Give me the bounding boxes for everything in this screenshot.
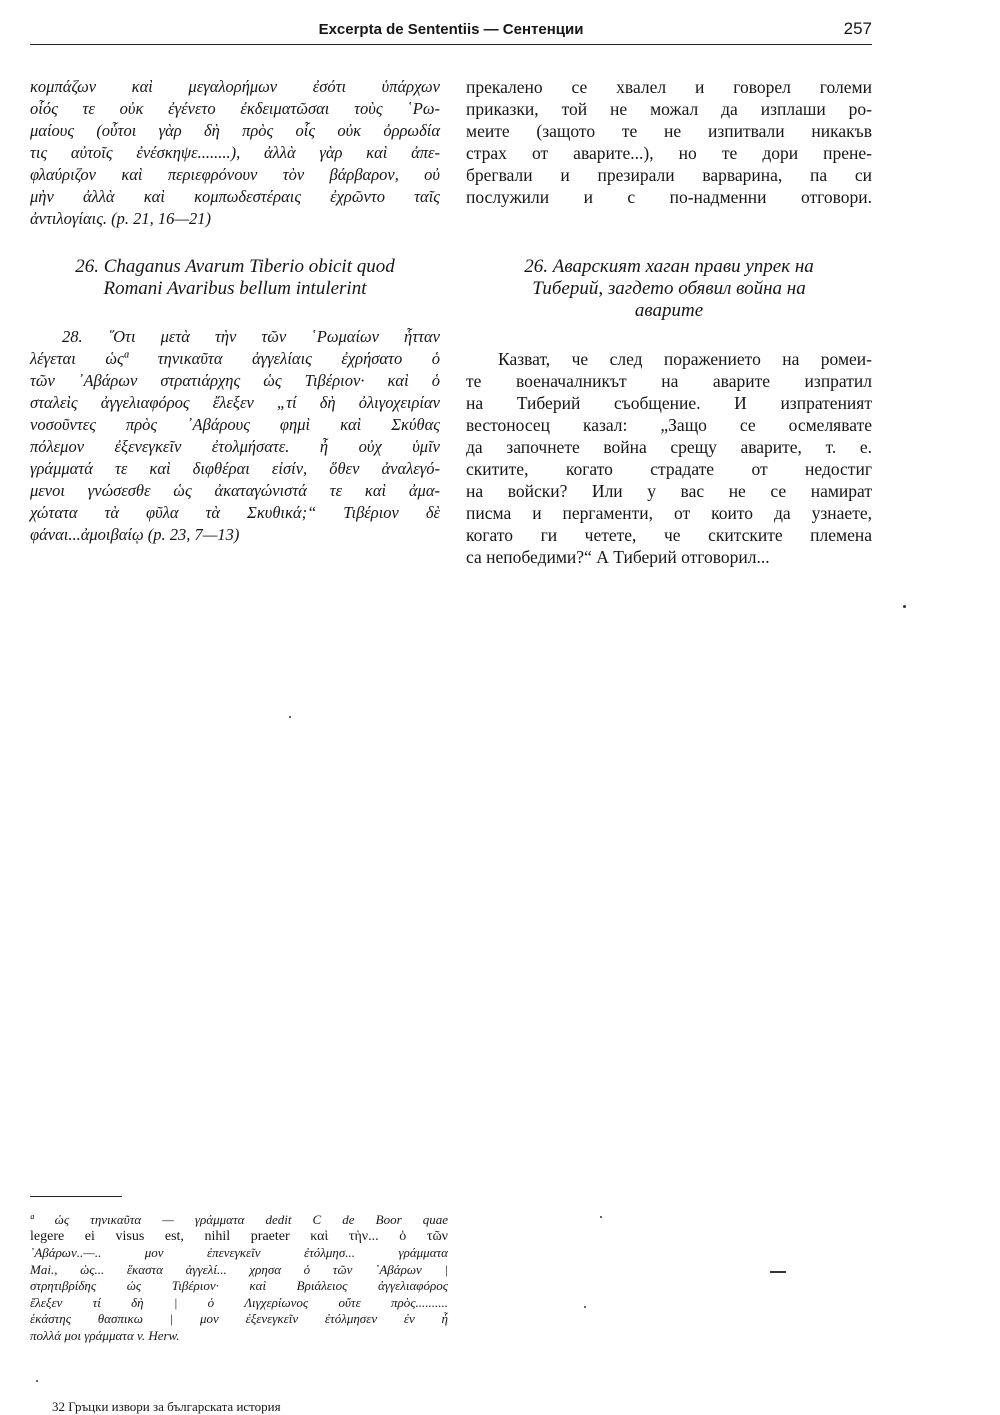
text-line: страх от аварите...), но те дори прене- (466, 143, 872, 163)
text-line: ἀντιλογίαις. (p. 21, 16—21) (30, 209, 212, 228)
greek-top-passage (30, 76, 440, 230)
text-line: φάναι...ἀμοιβαίῳ (p. 23, 7—13) (30, 525, 240, 544)
text-line: скитите, когато страдате от недостиг (466, 459, 872, 479)
scan-speck (600, 1216, 602, 1218)
footnote-rule (30, 1196, 122, 1197)
text-line: прекалено се хвалел и говорел големи (466, 77, 872, 97)
heading-line: 26. Chaganus Avarum Tiberio obicit quod (75, 256, 395, 277)
text-line: вестоносец казал: „Защо се осмелявате (466, 415, 872, 435)
text-line: σταλεὶς ἀγγελιαφόρος ἔλεξεν „τί δὴ ὀλιγοχειρίαν (30, 393, 440, 412)
bottom-signature-line: 32 Гръцки извори за българската история (52, 1399, 281, 1414)
scan-dash (770, 1271, 786, 1273)
text-line: писма и пергаменти, от които да узнаете, (466, 503, 872, 523)
text-line: τῶν ᾿Αβάρων στρατιάρχης ὡς Τιβέριον· καὶ ὁ (30, 371, 440, 390)
text-line: да започнете война срещу аварите, т. е. (466, 437, 872, 457)
text-line: νοσοῦντες πρὸς ᾿Αβάρους φημὶ καὶ Σκύθας (30, 415, 440, 434)
bulgarian-column (466, 76, 872, 568)
text-line: πόλεμον ἐξενεγκεῖν ἐτολμήσατε. ἦ οὐχ ὑμῖν (30, 437, 440, 456)
footnote-line: ᾿Αβάρων..—.. μον ἐπενεγκεῖν ἐτόλμησ... γράμματα (30, 1245, 448, 1260)
text-line: μαίους (οὗτοι γὰρ δὴ πρὸς οἷς οὐκ ὀρρωδία (30, 121, 440, 140)
text-line: приказки, той не можал да изплаши ро- (466, 99, 872, 119)
footnote-line: στρητιβρίδης ὡς Τιβέριον· καὶ Βριάλειος ἀγγελιαφόρος (30, 1278, 448, 1293)
text-line: χώτατα τὰ φῦλα τὰ Σκυθικά;“ Τιβέριον δὲ (30, 503, 440, 522)
text-line: οἷός τε οὐκ ἐγένετο ἐκδειματῶσαι τοὺς ῾Ρω- (30, 99, 440, 118)
page-number: 257 (843, 19, 872, 38)
text-line: на войски? Или у вас не се намират (466, 481, 872, 501)
bulgarian-excerpt-28 (466, 348, 872, 568)
footnote-line: Mai., ὡς... ἕκαστα ἀγγελί... χρησα ὁ τῶν ᾿Αβάρων | (30, 1261, 448, 1277)
text-line: τις αὐτοῖς ἐνέσκηψε........), ἀλλὰ γὰρ καὶ ἀπε- (30, 143, 440, 162)
heading-line: 26. Аварският хаган прави упрек на (524, 256, 814, 277)
text-line: те военачалникът на аварите изпратил (466, 371, 872, 391)
scan-speck (584, 1306, 586, 1308)
text-line: брегвали и презирали варварина, па си (466, 165, 872, 185)
footnote (30, 1212, 448, 1344)
text-line: κομπάζων καὶ μεγαλορήμων ἐσότι ὑπάρχων (30, 77, 440, 96)
footnote-line: legere ei visus est, nihil praeter καὶ τὴν... ὁ τῶν (30, 1228, 448, 1244)
running-header (30, 18, 872, 45)
heading-line: Romani Avaribus bellum intulerint (103, 278, 367, 299)
text-line: 28. ῞Οτι μετὰ τὴν τῶν ῾Ρωμαίων ἧτταν (62, 327, 440, 346)
text-line: μὴν ἀλλὰ καὶ κομπωδεστέραις ἐχρῶντο ταῖς (30, 187, 440, 206)
text-line: φλαύριζον καὶ περιεφρόνουν τὸν βάρβαρον, οὐ (30, 165, 440, 184)
running-title: Excerpta de Sententiis — Сентенции (318, 21, 584, 38)
footnote-line: ἔλεξεν τί δὴ | ὁ Λιγχερίωνος οὔτε πρὸς.......... (30, 1294, 448, 1310)
bulgarian-section-heading (466, 256, 872, 322)
footnote-line: ἑκάστης θασπικω | μον ἐξενεγκεῖν ἐτόλμησεν ἐν ἧ (30, 1311, 448, 1326)
latin-section-heading (30, 256, 440, 300)
text-line: Казват, че след поражението на ромеи- (498, 349, 872, 369)
scan-speck (36, 1380, 38, 1382)
text-line: μενοι γνώσεσθε ὡς ἀκαταγώνιστά τε καὶ ἀμα- (30, 481, 440, 500)
text-line: меите (защото те не изпитвали никакъв (466, 121, 872, 141)
text-line: λέγεται ὡςª τηνικαῦτα ἀγγελίαις ἐχρήσατο ὁ (30, 349, 440, 368)
scan-speck (903, 605, 906, 608)
greek-excerpt-28 (30, 326, 440, 546)
bulgarian-top-passage (466, 76, 872, 208)
text-line: на Тиберий съобщение. И изпратеният (466, 393, 872, 413)
greek-column (30, 76, 440, 546)
text-line: са непобедими?“ А Тиберий отговорил... (466, 547, 770, 567)
heading-line: аварите (634, 300, 704, 321)
text-line: послужили и с по-надменни отговори. (466, 187, 872, 207)
scan-speck (289, 716, 291, 718)
text-line: γράμματά τε καὶ διφθέραι εἰσίν, ὅθεν ἀναλεγό- (30, 459, 440, 478)
text-line: когато ги четете, че скитските племена (466, 525, 872, 545)
footnote-line: ª ὡς τηνικαῦτα — γράμματα dedit C de Boor quae (30, 1212, 448, 1227)
heading-line: Тиберий, загдето обявил война на (532, 278, 806, 299)
footnote-line: πολλά μοι γράμματα v. Herw. (30, 1327, 180, 1343)
